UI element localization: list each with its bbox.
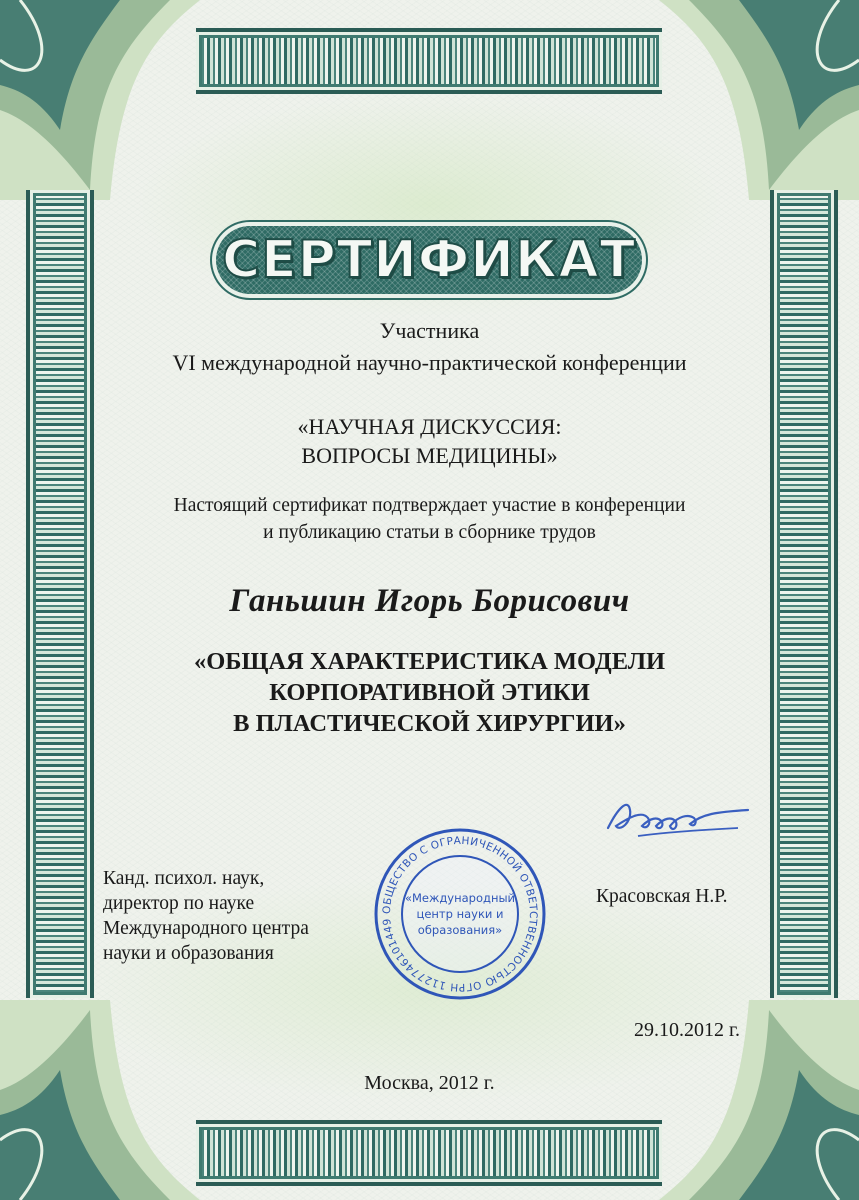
certificate-title: СЕРТИФИКАТ bbox=[221, 230, 637, 290]
participant-label: Участника bbox=[379, 318, 480, 343]
corner-ornament-top-right bbox=[659, 0, 859, 200]
frame-band-top bbox=[196, 28, 662, 94]
signer-title-line: Канд. психол. наук, bbox=[103, 868, 265, 889]
signer-name: Красовская Н.Р. bbox=[596, 886, 728, 907]
title-plaque bbox=[216, 226, 642, 294]
signer-credentials bbox=[103, 866, 309, 966]
stamp-inner-line1: «Международный bbox=[404, 891, 516, 905]
stamp-inner-line2: центр науки и bbox=[416, 907, 504, 921]
corner-ornament-top-left bbox=[0, 0, 200, 200]
signer-title-line: науки и образования bbox=[103, 943, 274, 964]
participant-name: Ганьшин Игорь Борисович bbox=[229, 583, 630, 619]
issue-date: 29.10.2012 г. bbox=[634, 1019, 740, 1041]
place-and-year: Москва, 2012 г. bbox=[364, 1072, 495, 1094]
article-title-line3: В ПЛАСТИЧЕСКОЙ ХИРУРГИИ» bbox=[233, 710, 626, 737]
conference-line: VI международной научно-практической конференции bbox=[172, 350, 687, 375]
organization-stamp bbox=[372, 826, 548, 1002]
conference-title-line2: ВОПРОСЫ МЕДИЦИНЫ» bbox=[301, 443, 558, 468]
frame-band-bottom bbox=[196, 1120, 662, 1186]
signer-title-line: директор по науке bbox=[103, 893, 255, 914]
corner-ornament-bottom-left bbox=[0, 1000, 200, 1200]
stamp-outer-text: ОБЩЕСТВО С ОГРАНИЧЕННОЙ ОТВЕТСТВЕННОСТЬЮ ОГРН 1127746101449 bbox=[380, 834, 540, 994]
confirmation-line1: Настоящий сертификат подтверждает участие в конференции bbox=[173, 495, 686, 516]
stamp-inner-line3: образования» bbox=[417, 923, 503, 937]
article-title-line2: КОРПОРАТИВНОЙ ЭТИКИ bbox=[269, 679, 590, 706]
signer-title-line: Международного центра bbox=[103, 918, 309, 939]
confirmation-line2: и публикацию статьи в сборнике трудов bbox=[263, 522, 596, 543]
conference-title-line1: «НАУЧНАЯ ДИСКУССИЯ: bbox=[297, 414, 562, 439]
handwritten-signature bbox=[598, 788, 758, 848]
article-title-line1: «ОБЩАЯ ХАРАКТЕРИСТИКА МОДЕЛИ bbox=[193, 648, 666, 675]
